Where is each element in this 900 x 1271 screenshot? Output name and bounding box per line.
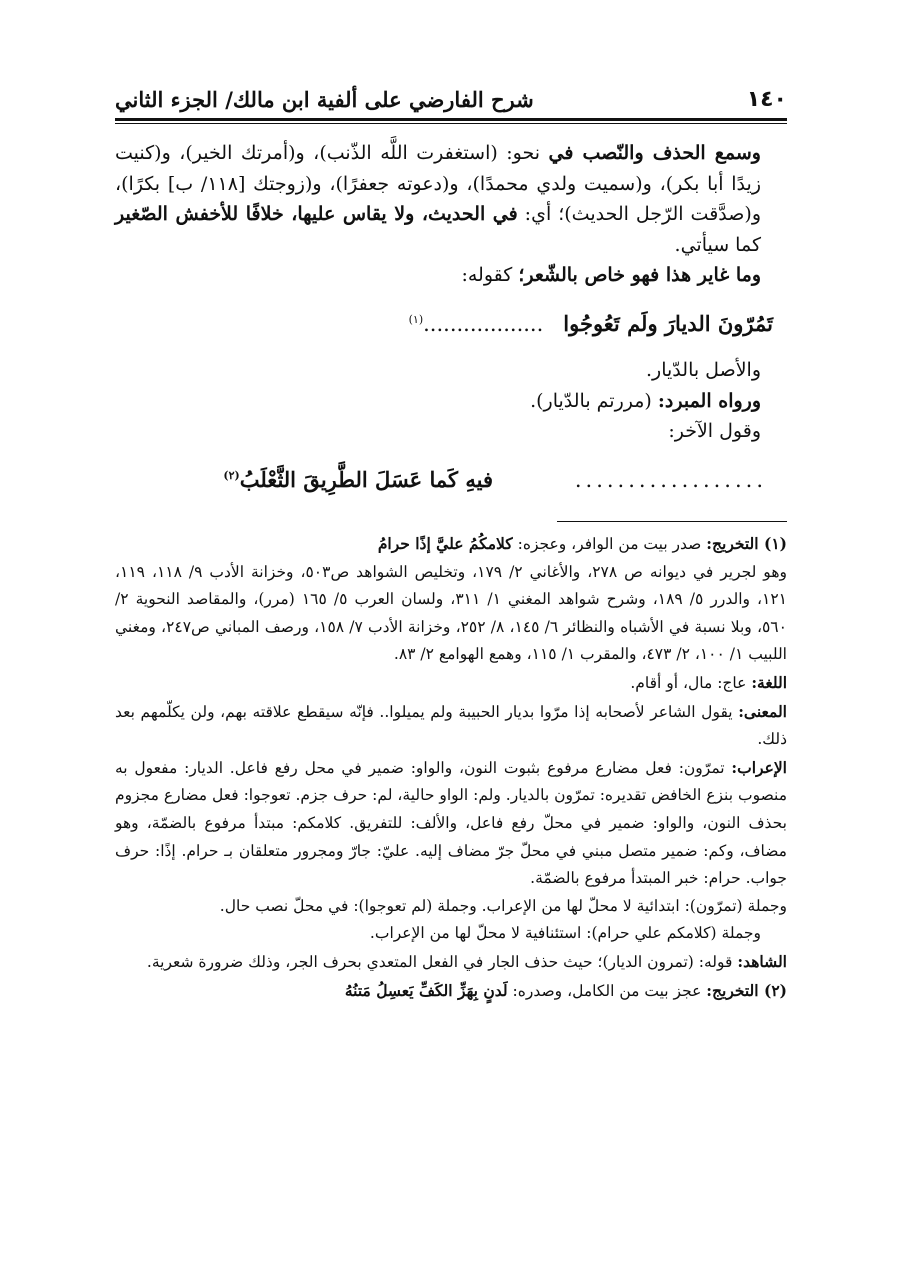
paragraph-2-bold: وما غاير هذا فهو خاص بالشّعر؛ bbox=[518, 264, 761, 286]
book-title: شرح الفارضي على ألفية ابن مالك/ الجزء الثاني bbox=[115, 87, 534, 112]
footnote-1-hemistich: كلامكُمُ عليَّ إذًا حرامُ bbox=[377, 534, 513, 553]
header-rule-thick bbox=[115, 118, 787, 121]
paragraph-2-tail: كقوله: bbox=[461, 264, 519, 286]
paragraph-2 bbox=[115, 260, 787, 291]
verse-1-hemistich: تَمُرّونَ الديارَ ولَم تَعُوجُوا bbox=[563, 310, 773, 336]
footnote-separator bbox=[557, 521, 787, 522]
header-rule-thin bbox=[115, 123, 787, 124]
page-number: ١٤٠ bbox=[746, 87, 787, 112]
footnote-mark-1: (١) bbox=[408, 312, 424, 326]
paragraph-4 bbox=[115, 386, 787, 417]
footnote-1-head: (١) التخريج: صدر بيت من الوافر، وعجزه: كلامكُمُ عليَّ إذًا حرامُ bbox=[377, 534, 787, 553]
paragraph-4-tail: (مررتم بالدّيار). bbox=[530, 389, 658, 412]
footnote-shahid: الشاهد: قوله: (تمرون الديار)؛ حيث حذف الجار في الفعل المتعدي بحرف الجر، وذلك ضرورة شعرية. bbox=[146, 951, 787, 971]
footnote-jumla-2: وجملة (كلامكم علي حرام): استئنافية لا محلّ لها من الإعراب. bbox=[369, 924, 761, 943]
paragraph-1-lead: وسمع الحذف والنّصب في bbox=[548, 142, 761, 164]
footnote-1-sources: وهو لجرير في ديوانه ص ٢٧٨، والأغاني ٢/ ١٧٩، وتخليص الشواهد ص٥٠٣، وخزانة الأدب ٩/ ١١٨، ١١٩، ١٢١، والدرر ٥/ ١٨٩، وشرح شواهد المغني ١/ ٣١١، ولسان العرب ٥/ ١٦٥ (مرر)، والمقاصد النحوية ٢/ ٥٦٠، وبلا نسبة في الأشباه والنظائر ٦/ ١٤٥، ٨/ ٢٥٢، وخزانة الأدب ٧/ ١٥٨، ورصف المباني ص٢٤٧، ومغني اللبيب ١/ ١٠٠، ٢/ ٤٧٣، والمقرب ١/ ١١٥، وهمع الهوامع ٢/ ٨٣. bbox=[115, 562, 788, 664]
paragraph-5: وقول الآخر: bbox=[668, 420, 761, 442]
verse-2 bbox=[115, 461, 787, 496]
paragraph-1-tail: كما سيأتي. bbox=[674, 233, 761, 256]
footnotes bbox=[115, 530, 787, 1005]
footnote-2-hemistich: لَدنٍ بِهَزِّ الكَفِّ يَعسِلُ مَتنُهُ bbox=[344, 980, 508, 1000]
verse-2-dots: .................. bbox=[574, 467, 767, 492]
verse-2-hemistich: فيهِ كَما عَسَلَ الطَّرِيقَ الثَّعْلَبُ$^{(٢)}$ bbox=[223, 466, 493, 492]
verse-1 bbox=[115, 305, 787, 340]
verse-1-dots: ..................$^{(١)}$ bbox=[408, 311, 544, 336]
paragraph-1-text: نحو: (استغفرت اللَّه الذّنب)، و(أمرتك الخير)، و(كنيت زيدًا أبا بكر)، و(سميت ولدي محمدًا)، و(دعوته جعفرًا)، و(زوجتك [١١٨/ ب] بكرًا)، و(صدَّقت الرّجل الحديث)؛ أي: bbox=[115, 142, 761, 225]
paragraph-1-bold: في الحديث، ولا يقاس عليها، خلافًا للأخفش الصّغير bbox=[115, 203, 518, 225]
footnote-jumla-1: وجملة (تمرّون): ابتدائية لا محلّ لها من الإعراب. وجملة (لم تعوجوا): في محلّ نصب حال. bbox=[219, 896, 787, 915]
paragraph-4-bold: ورواه المبرد: bbox=[657, 389, 761, 412]
main-text bbox=[115, 138, 787, 495]
page-header bbox=[115, 68, 787, 112]
paragraph-3: والأصل بالدّيار. bbox=[646, 359, 761, 381]
footnote-lugha: اللغة: عاج: مال، أو أقام. bbox=[630, 672, 787, 692]
book-page bbox=[115, 68, 787, 1005]
paragraph-1 bbox=[115, 138, 787, 260]
footnote-irab: الإعراب: تمرّون: فعل مضارع مرفوع بثبوت النون، والواو: ضمير في محل رفع فاعل. الديار: مفعول به منصوب بنزع الخافض تقديره: تمرّون بالديار. ولم: الواو حالية، لم: حرف جزم. تعوجوا: فعل مضارع مجزوم بحذف النون، والواو: ضمير في محلّ رفع فاعل، والألف: للتفريق. كلامكم: مبتدأ مرفوع بالضمّة، وهو مضاف، وكم: ضمير متصل مبني في محلّ جرّ مضاف إليه. عليّ: جارّ ومجرور متعلقان بـ حرام. إذًا: حرف جواب. حرام: خبر المبتدأ مرفوع بالضمّة. bbox=[115, 757, 787, 888]
footnote-2-head: (٢) التخريج: عجز بيت من الكامل، وصدره: لَدنٍ بِهَزِّ الكَفِّ يَعسِلُ مَتنُهُ bbox=[344, 980, 787, 1000]
footnote-mark-2: (٢) bbox=[223, 468, 240, 482]
footnote-maana: المعنى: يقول الشاعر لأصحابه إذا مرّوا بديار الحبيبة ولم يميلوا.. فإنّه سيقطع علاقته بهم، ولن يكلّمهم بعد ذلك. bbox=[115, 701, 787, 749]
